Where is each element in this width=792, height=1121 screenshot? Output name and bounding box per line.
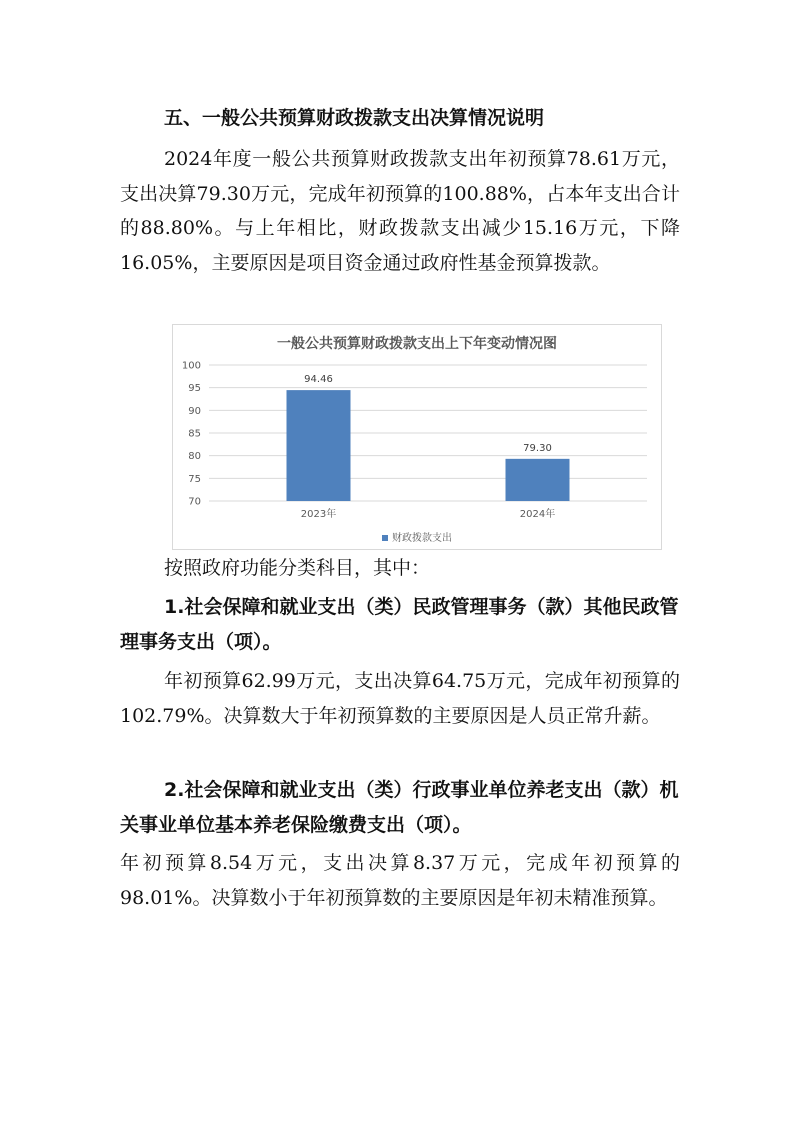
y-tick-label: 85 [188, 428, 201, 440]
y-tick-label: 100 [181, 360, 201, 372]
bar [506, 459, 570, 501]
y-tick-label: 80 [188, 451, 201, 463]
item-1-heading: 1.社会保障和就业支出（类）民政管理事务（款）其他民政管理事务支出（项）。 [120, 596, 679, 653]
bar-chart [172, 324, 662, 550]
legend-label: 财政拨款支出 [392, 533, 452, 544]
item-2-heading: 2.社会保障和就业支出（类）行政事业单位养老支出（款）机关事业单位基本养老保险缴费支出（项）。 [120, 779, 679, 836]
item-1-text: 年初预算62.99万元，支出决算64.75万元，完成年初预算的102.79%。决算数大于年初预算数的主要原因是人员正常升薪。 [120, 670, 680, 727]
bar-value-label: 94.46 [304, 374, 333, 386]
bar-value-label: 79.30 [523, 442, 552, 454]
chart-legend [173, 529, 661, 544]
classification-intro: 按照政府功能分类科目，其中： [164, 557, 431, 579]
x-tick-label: 2023年 [300, 509, 337, 520]
item-2-text: 年初预算8.54万元，支出决算8.37万元，完成年初预算的98.01%。决算数小于年初预算数的主要原因是年初未精准预算。 [120, 852, 680, 909]
y-tick-label: 90 [188, 405, 201, 417]
chart-title: 一般公共预算财政拨款支出上下年变动情况图 [277, 336, 557, 352]
chart-plot [173, 325, 661, 549]
bar [287, 390, 351, 501]
y-tick-label: 70 [188, 496, 201, 508]
intro-paragraph: 2024年度一般公共预算财政拨款支出年初预算78.61万元，支出决算79.30万元，完成年初预算的100.88%，占本年支出合计的88.80%。与上年相比，财政拨款支出减少15.16万元，下降16.05%，主要原因是项目资金通过政府性基金预算拨款。 [120, 148, 680, 274]
x-tick-label: 2024年 [519, 509, 556, 520]
section-heading: 五、一般公共预算财政拨款支出决算情况说明 [164, 107, 545, 129]
y-tick-label: 75 [188, 473, 201, 485]
y-tick-label: 95 [188, 383, 201, 395]
legend-swatch [382, 535, 388, 541]
